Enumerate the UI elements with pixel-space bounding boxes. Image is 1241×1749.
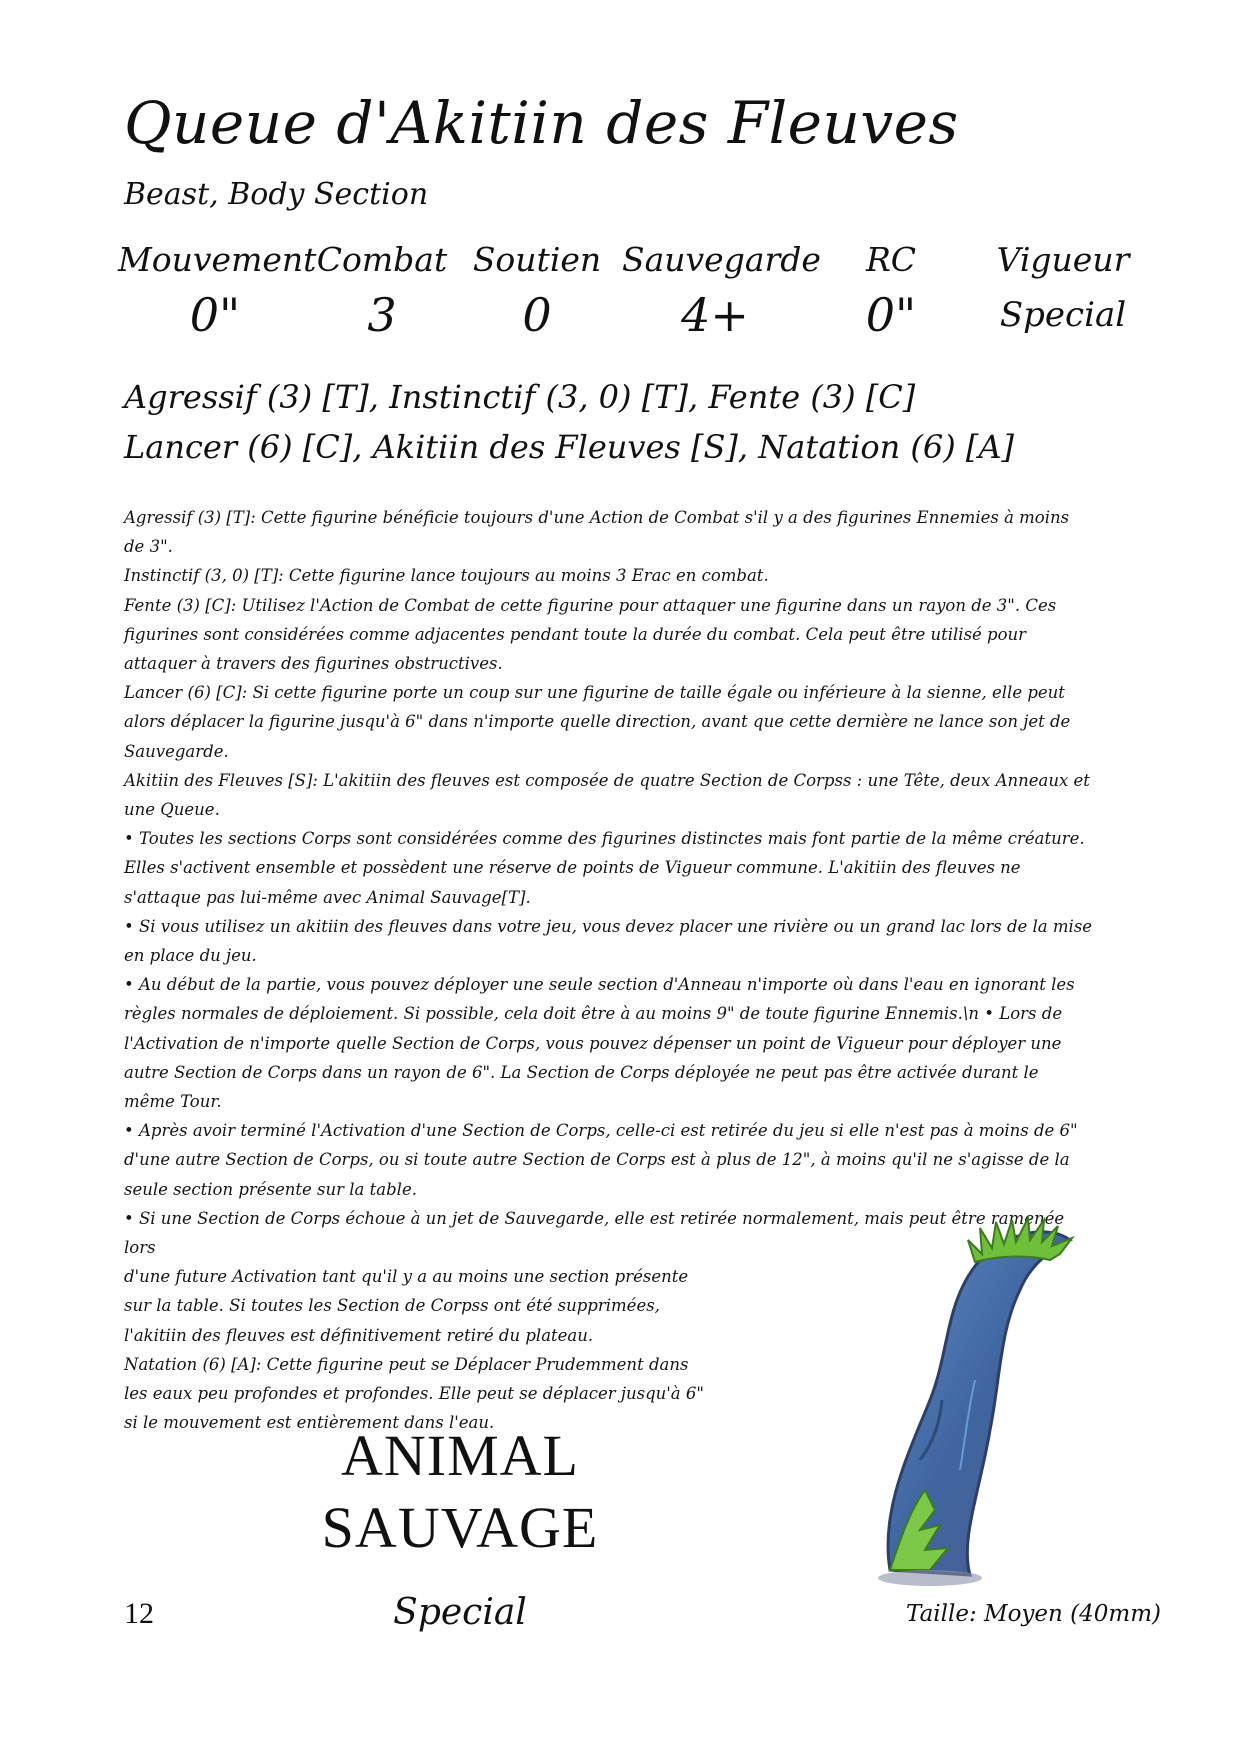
- rule-paragraph: d'une future Activation tant qu'il y a au moins une section présente sur la table. Si toutes les Section de Corpss ont été supprimées, l'akitiin des fleuves est définitivement retiré du plateau.: [124, 1267, 689, 1345]
- rule-paragraph: • Si une Section de Corps échoue à un jet de Sauvegarde, elle est retirée normalement, mais peut être ramenée lors: [124, 1208, 1065, 1258]
- page-number: 12: [124, 1597, 154, 1630]
- rule-paragraph: • Toutes les sections Corps sont considérées comme des figurines distinctes mais font partie de la même créature. Elles s'activent ensemble et possèdent une réserve de points de Vigueur commune. L'akitiin des fleuves ne s'attaque pas lui-même avec Animal Sauvage[T].: [124, 829, 1085, 907]
- stat-value: 3: [367, 288, 397, 342]
- wild-animal-line: ANIMAL: [341, 1423, 579, 1488]
- rule-paragraph: Fente (3) [C]: Utilisez l'Action de Combat de cette figurine pour attaquer une figurine dans un rayon de 3". Ces figurines sont considérées comme adjacentes pendant toute la durée du combat. Cela peut être utilisé pour attaquer à travers des figurines obstructives.: [124, 595, 1057, 674]
- stat-movement: [118, 238, 317, 348]
- stat-vigour: [974, 238, 1152, 348]
- stat-value: 0": [189, 288, 241, 342]
- stat-value: 0: [522, 288, 552, 342]
- rule-paragraph: Natation (6) [A]: Cette figurine peut se Déplacer Prudemment dans les eaux peu profondes et profondes. Elle peut se déplacer jusqu'à 6" si le mouvement est entièrement dans l'eau.: [124, 1354, 704, 1433]
- stat-value: 4+: [681, 288, 749, 342]
- rule-paragraph: • Après avoir terminé l'Activation d'une Section de Corps, celle-ci est retirée du jeu si elle n'est pas à moins de 6" d'une autre Section de Corps, ou si toute autre Section de Corps est à plus de 12", à moins qu'il ne s'agisse de la seule section présente sur la table.: [124, 1121, 1078, 1199]
- stat-rc: [808, 238, 974, 348]
- page-title: Queue d'Akitiin des Fleuves: [124, 89, 959, 157]
- stat-label: Mouvement: [118, 240, 317, 279]
- stat-table: [118, 238, 1152, 348]
- wild-animal-line: SAUVAGE: [321, 1495, 599, 1560]
- rule-paragraph: Akitiin des Fleuves [S]: L'akitiin des fleuves est composée de quatre Section de Corpss : une Tête, deux Anneaux et une Queue.: [124, 770, 1090, 820]
- stat-combat: [312, 238, 452, 348]
- rule-paragraph: • Si vous utilisez un akitiin des fleuves dans votre jeu, vous devez placer une rivière ou un grand lac lors de la mise en place du jeu.: [124, 916, 1093, 966]
- unit-type: Beast, Body Section: [124, 177, 429, 212]
- stat-label: Combat: [316, 240, 448, 279]
- stat-label: Sauvegarde: [622, 240, 821, 279]
- rule-paragraph: Lancer (6) [C]: Si cette figurine porte un coup sur une figurine de taille égale ou inférieure à la sienne, elle peut alors déplacer la figurine jusqu'à 6" dans n'importe quelle direction, avant que cette dernière ne lance son jet de Sauvegarde.: [124, 683, 1071, 761]
- stat-save: [622, 238, 821, 348]
- stat-label: Soutien: [472, 240, 602, 279]
- rule-paragraph: Instinctif (3, 0) [T]: Cette figurine lance toujours au moins 3 Erac en combat.: [124, 566, 769, 586]
- wild-animal-banner: [280, 1420, 640, 1564]
- stat-value: 0": [865, 288, 917, 342]
- keyword-line: Lancer (6) [C], Akitiin des Fleuves [S], Natation (6) [A]: [124, 428, 1014, 466]
- wild-animal-value: Special: [393, 1592, 527, 1633]
- size-label: Taille: Moyen (40mm): [906, 1601, 1161, 1627]
- stat-support: [452, 238, 622, 348]
- stat-value: Special: [999, 295, 1127, 335]
- rule-paragraph: Agressif (3) [T]: Cette figurine bénéficie toujours d'une Action de Combat s'il y a des figurines Ennemies à moins de 3".: [124, 508, 1070, 557]
- rule-paragraph: • Au début de la partie, vous pouvez déployer une seule section d'Anneau n'importe où dans l'eau en ignorant les règles normales de déploiement. Si possible, cela doit être à au moins 9" de toute figurine Ennemis.\n • Lors de l'Activation de n'importe quelle Section de Corps, vous pouvez dépenser un point de Vigueur pour déployer une autre Section de Corps dans un rayon de 6". La Section de Corps déployée ne peut pas être activée durant le même Tour.: [124, 975, 1075, 1112]
- miniature-tail-image: [850, 1210, 1100, 1590]
- stat-label: Vigueur: [996, 240, 1130, 279]
- keyword-line: Agressif (3) [T], Instinctif (3, 0) [T], Fente (3) [C]: [124, 378, 916, 416]
- stat-label: RC: [865, 240, 917, 279]
- keyword-list: [124, 372, 1014, 472]
